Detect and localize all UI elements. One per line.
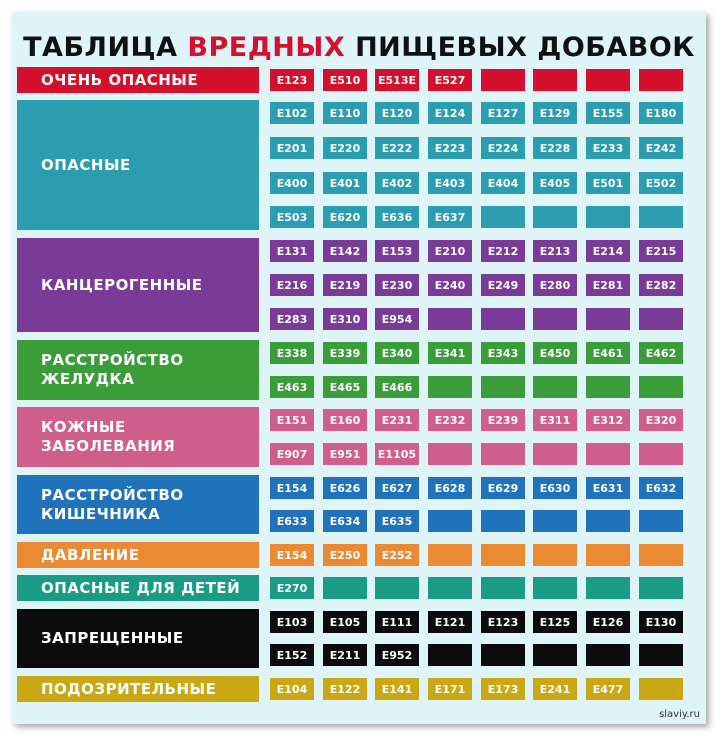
additive-code-cell: E502 [639,172,683,194]
additive-code-cell: E154 [270,544,314,566]
page-title [12,32,706,63]
category-label: КОЖНЫЕ ЗАБОЛЕВАНИЯ [17,407,259,467]
additive-code-cell: E631 [586,477,630,499]
category-label: КАНЦЕРОГЕННЫЕ [17,238,259,332]
category-label: ПОДОЗРИТЕЛЬНЫЕ [17,676,259,702]
additive-code-cell: E477 [586,678,630,700]
additive-code-cell: E629 [481,477,525,499]
empty-cell [586,69,630,91]
additive-code-cell: E123 [481,611,525,633]
additive-code-cell: E400 [270,172,314,194]
additive-code-cell: E907 [270,443,314,465]
empty-cell [481,510,525,532]
additive-code-cell: E270 [270,577,314,599]
category-label: РАССТРОЙСТВО КИШЕЧНИКА [17,475,259,534]
empty-cell [586,510,630,532]
additive-code-cell: E636 [375,206,419,228]
additive-code-cell: E503 [270,206,314,228]
additive-code-cell: E513E [375,69,419,91]
additive-code-cell: E630 [533,477,577,499]
additive-code-cell: E126 [586,611,630,633]
additives-table-board [12,12,706,724]
additive-code-cell: E461 [586,342,630,364]
additive-code-cell: E213 [533,240,577,262]
empty-cell [481,206,525,228]
empty-cell [533,510,577,532]
additive-code-cell: E312 [586,409,630,431]
empty-cell [533,308,577,330]
additive-code-cell: E510 [323,69,367,91]
additive-code-cell: E1105 [375,443,419,465]
additive-code-cell: E405 [533,172,577,194]
additive-code-cell: E338 [270,342,314,364]
additive-code-cell: E153 [375,240,419,262]
additive-code-cell: E951 [323,443,367,465]
additive-code-cell: E632 [639,477,683,499]
empty-cell [481,376,525,398]
empty-cell [533,376,577,398]
additive-code-cell: E125 [533,611,577,633]
empty-cell [428,544,472,566]
additive-code-cell: E633 [270,510,314,532]
additive-code-cell: E105 [323,611,367,633]
additive-code-cell: E222 [375,137,419,159]
empty-cell [481,69,525,91]
additive-code-cell: E249 [481,274,525,296]
additive-code-cell: E180 [639,102,683,124]
additive-code-cell: E230 [375,274,419,296]
empty-cell [323,577,367,599]
additive-code-cell: E501 [586,172,630,194]
empty-cell [428,510,472,532]
additive-code-cell: E211 [323,644,367,666]
empty-cell [639,69,683,91]
additive-code-cell: E620 [323,206,367,228]
additive-code-cell: E219 [323,274,367,296]
additive-code-cell: E111 [375,611,419,633]
additive-code-cell: E311 [533,409,577,431]
source-credit: slaviy.ru [659,709,700,720]
category-label: РАССТРОЙСТВО ЖЕЛУДКА [17,340,259,400]
additive-code-cell: E142 [323,240,367,262]
additive-code-cell: E124 [428,102,472,124]
additive-code-cell: E527 [428,69,472,91]
additive-code-cell: E130 [639,611,683,633]
additive-code-cell: E343 [481,342,525,364]
empty-cell [428,443,472,465]
additive-code-cell: E160 [323,409,367,431]
additive-code-cell: E462 [639,342,683,364]
additive-code-cell: E232 [428,409,472,431]
additive-code-cell: E628 [428,477,472,499]
additive-code-cell: E154 [270,477,314,499]
empty-cell [586,644,630,666]
empty-cell [639,678,683,700]
additive-code-cell: E214 [586,240,630,262]
additive-code-cell: E121 [428,611,472,633]
empty-cell [481,443,525,465]
empty-cell [533,644,577,666]
empty-cell [428,376,472,398]
additive-code-cell: E231 [375,409,419,431]
additive-code-cell: E637 [428,206,472,228]
additive-code-cell: E216 [270,274,314,296]
additive-code-cell: E250 [323,544,367,566]
additive-code-cell: E401 [323,172,367,194]
additive-code-cell: E120 [375,102,419,124]
additive-code-cell: E223 [428,137,472,159]
empty-cell [533,69,577,91]
additive-code-cell: E151 [270,409,314,431]
additive-code-cell: E450 [533,342,577,364]
empty-cell [586,577,630,599]
category-label: ОПАСНЫЕ ДЛЯ ДЕТЕЙ [17,575,259,601]
empty-cell [533,206,577,228]
empty-cell [533,443,577,465]
additive-code-cell: E212 [481,240,525,262]
additive-code-cell: E241 [533,678,577,700]
additive-code-cell: E463 [270,376,314,398]
additive-code-cell: E339 [323,342,367,364]
additive-code-cell: E465 [323,376,367,398]
additive-code-cell: E954 [375,308,419,330]
additive-code-cell: E104 [270,678,314,700]
additive-code-cell: E210 [428,240,472,262]
additive-code-cell: E252 [375,544,419,566]
title-accent: ВРЕДНЫХ [187,32,346,63]
additive-code-cell: E224 [481,137,525,159]
additive-code-cell: E240 [428,274,472,296]
empty-cell [586,376,630,398]
empty-cell [586,308,630,330]
empty-cell [481,544,525,566]
additive-code-cell: E341 [428,342,472,364]
empty-cell [428,577,472,599]
additive-code-cell: E123 [270,69,314,91]
additive-code-cell: E242 [639,137,683,159]
additive-code-cell: E131 [270,240,314,262]
title-part-1: ТАБЛИЦА [23,32,178,63]
empty-cell [639,577,683,599]
additive-code-cell: E152 [270,644,314,666]
additive-code-cell: E215 [639,240,683,262]
additive-code-cell: E233 [586,137,630,159]
additive-code-cell: E402 [375,172,419,194]
empty-cell [375,577,419,599]
additive-code-cell: E103 [270,611,314,633]
additive-code-cell: E627 [375,477,419,499]
empty-cell [428,644,472,666]
additive-code-cell: E220 [323,137,367,159]
category-label: ДАВЛЕНИЕ [17,542,259,568]
additive-code-cell: E141 [375,678,419,700]
empty-cell [639,206,683,228]
empty-cell [481,644,525,666]
additive-code-cell: E282 [639,274,683,296]
additive-code-cell: E155 [586,102,630,124]
additive-code-cell: E127 [481,102,525,124]
empty-cell [639,308,683,330]
additive-code-cell: E634 [323,510,367,532]
empty-cell [533,544,577,566]
additive-code-cell: E403 [428,172,472,194]
additive-code-cell: E102 [270,102,314,124]
additive-code-cell: E635 [375,510,419,532]
title-part-2: ПИЩЕВЫХ ДОБАВОК [355,32,695,63]
additive-code-cell: E280 [533,274,577,296]
empty-cell [586,206,630,228]
additive-code-cell: E129 [533,102,577,124]
empty-cell [533,577,577,599]
empty-cell [639,644,683,666]
additive-code-cell: E239 [481,409,525,431]
additive-code-cell: E201 [270,137,314,159]
additive-code-cell: E320 [639,409,683,431]
additive-code-cell: E228 [533,137,577,159]
additive-code-cell: E310 [323,308,367,330]
additive-code-cell: E340 [375,342,419,364]
category-label: ЗАПРЕЩЕННЫЕ [17,609,259,668]
empty-cell [428,308,472,330]
category-label: ОЧЕНЬ ОПАСНЫЕ [17,67,259,93]
empty-cell [639,443,683,465]
empty-cell [481,308,525,330]
additive-code-cell: E466 [375,376,419,398]
empty-cell [639,510,683,532]
empty-cell [639,376,683,398]
additive-code-cell: E952 [375,644,419,666]
additive-code-cell: E404 [481,172,525,194]
empty-cell [586,443,630,465]
additive-code-cell: E283 [270,308,314,330]
additive-code-cell: E626 [323,477,367,499]
empty-cell [639,544,683,566]
empty-cell [481,577,525,599]
additive-code-cell: E173 [481,678,525,700]
additive-code-cell: E281 [586,274,630,296]
additive-code-cell: E122 [323,678,367,700]
empty-cell [586,544,630,566]
additive-code-cell: E110 [323,102,367,124]
additive-code-cell: E171 [428,678,472,700]
category-label: ОПАСНЫЕ [17,100,259,230]
